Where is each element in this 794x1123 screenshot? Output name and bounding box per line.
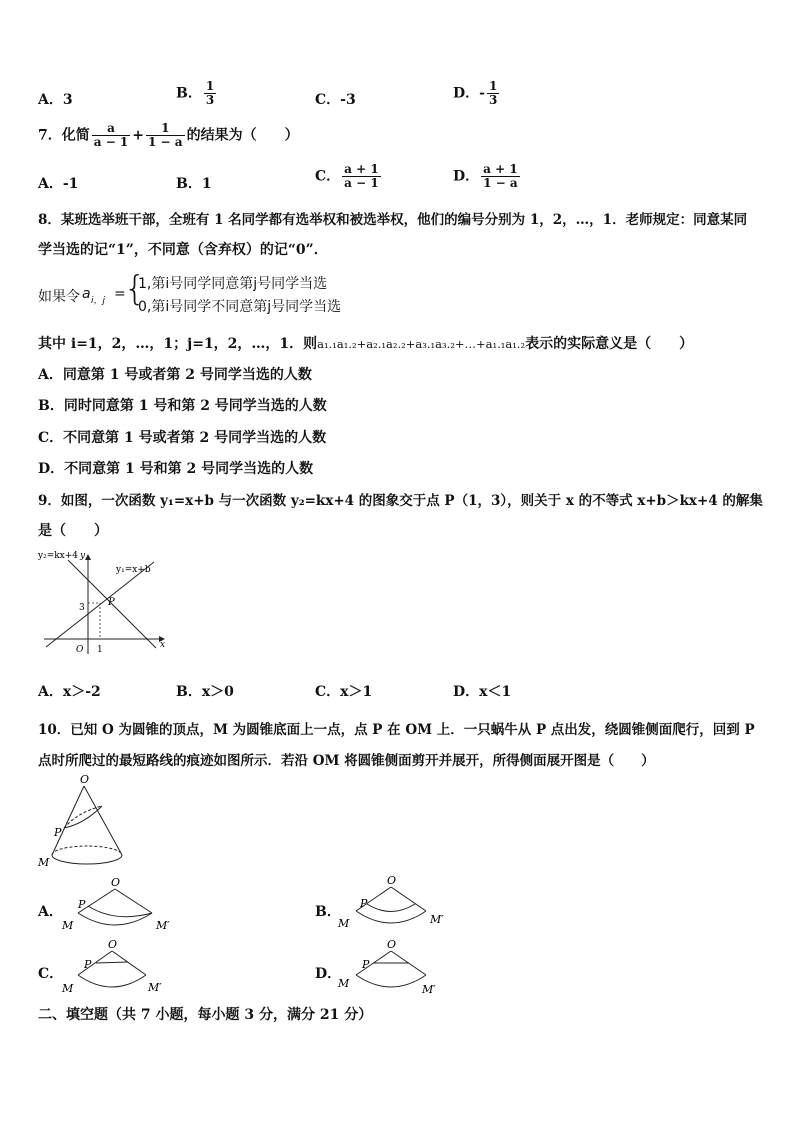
q7-option-d-label: D． <box>453 168 480 185</box>
q6-option-c: C．-3 <box>315 92 356 108</box>
label-y: y <box>80 551 86 561</box>
cone-right-edge <box>84 786 122 855</box>
label-o: O <box>76 645 84 655</box>
q10-option-d: D． <box>315 966 342 982</box>
q8-line4-a: 其中 i=1，2，…，1；j=1，2，…，1．则 <box>38 336 318 352</box>
fan-a-right-radius <box>115 889 152 913</box>
q7-d-denominator: 1 − a <box>483 176 518 190</box>
cone-label-m: M <box>38 856 50 869</box>
q10-stem-line2: 点时所爬过的最短路线的痕迹如图所示．若沿 OM 将圆锥侧面剪开并展开，所得侧面展开图是（ ） <box>38 753 655 769</box>
q7-f1-numerator: a <box>92 122 131 136</box>
label-y2: y₂=kx+4 <box>38 551 79 561</box>
left-brace-icon: { <box>124 269 146 309</box>
q7-f2-numerator: 1 <box>146 122 185 136</box>
q7-c-numerator: a + 1 <box>344 162 379 176</box>
q8-case-1: 1,第i号同学同意第j号同学当选 <box>138 276 328 292</box>
q6-d-numerator: 1 <box>488 79 498 93</box>
fan-a-label-o: O <box>111 876 121 889</box>
q8-line4-b: 表示的实际意义是（ ） <box>525 336 694 352</box>
q7-fraction-2 <box>146 122 185 149</box>
fan-a-label-m: M <box>62 919 74 932</box>
cone-base-back <box>52 846 122 855</box>
q9-stem-line2: 是（ ） <box>38 523 108 539</box>
q10-option-a: A． <box>38 904 63 920</box>
fan-a-arc <box>78 913 152 925</box>
q10-option-c: C． <box>38 966 64 982</box>
fan-d-label-o: O <box>387 938 397 951</box>
q10-cone-figure <box>34 770 134 876</box>
q10-option-a-figure <box>60 875 180 937</box>
cone-label-p: P <box>54 826 62 839</box>
q7-option-b: B．1 <box>176 176 212 192</box>
q9-option-a: A．x＞-2 <box>38 684 101 700</box>
q6-b-denominator: 3 <box>205 93 215 107</box>
q8-def-var: a <box>82 286 91 302</box>
fan-b-label-p: P <box>360 897 368 910</box>
q6-option-b-fraction <box>204 80 216 107</box>
fan-c-arc <box>78 975 146 987</box>
q7-f1-denominator: a − 1 <box>93 135 129 149</box>
q7-fraction-1 <box>92 122 131 149</box>
q7-c-denominator: a − 1 <box>344 176 379 190</box>
fan-d-arc <box>356 975 426 987</box>
cone-base-front <box>52 855 122 864</box>
fan-c-label-m: M <box>62 982 74 995</box>
fan-c-right-radius <box>112 951 146 975</box>
fan-b-label-m: M <box>338 917 350 930</box>
q7-option-c-label: C． <box>315 168 341 185</box>
y-axis-arrow-icon <box>85 554 91 560</box>
q7-option-c <box>315 163 383 190</box>
q8-option-c: C．不同意第 1 号或者第 2 号同学当选的人数 <box>38 430 327 446</box>
label-x: x <box>160 640 166 650</box>
q8-def-eq: = <box>114 286 126 302</box>
q7-option-a: A．-1 <box>38 176 79 192</box>
fan-b-arc <box>356 911 426 923</box>
q6-option-a: A．3 <box>38 92 73 108</box>
q9-stem-line1: 9．如图，一次函数 y₁=x+b 与一次函数 y₂=kx+4 的图象交于点 P（1，3），则关于 x 的不等式 x+b＞kx+4 的解集 <box>38 493 763 509</box>
q7-option-c-fraction <box>342 163 381 190</box>
label-3: 3 <box>79 603 85 613</box>
label-y1: y₁=x+b <box>116 565 151 575</box>
q9-option-b: B．x＞0 <box>176 684 234 700</box>
fan-c-label-o: O <box>108 938 118 951</box>
fan-d-label-m: M <box>338 977 350 990</box>
q7-option-d-fraction <box>481 163 520 190</box>
q6-option-b <box>176 80 218 107</box>
q10-stem-line1: 10．已知 O 为圆锥的顶点，M 为圆锥底面上一点，点 P 在 OM 上．一只蜗牛从 P 点出发，绕圆锥侧面爬行，回到 P <box>38 722 755 738</box>
q6-b-numerator: 1 <box>205 79 215 93</box>
fan-b-path <box>367 904 415 912</box>
q7-d-numerator: a + 1 <box>483 162 518 176</box>
q9-option-c: C．x＞1 <box>315 684 373 700</box>
fan-c-label-m2: M′ <box>148 981 162 994</box>
q8-case-2: 0,第i号同学不同意第j号同学当选 <box>138 299 342 315</box>
q8-stem-line4 <box>38 333 693 353</box>
q6-d-denominator: 3 <box>488 93 498 107</box>
q8-option-b: B．同时同意第 1 号和第 2 号同学当选的人数 <box>38 398 327 414</box>
label-1: 1 <box>97 645 103 655</box>
q8-stem-line2: 学当选的记“1”，不同意（含弃权）的记“0”． <box>38 242 328 258</box>
q10-option-b: B． <box>315 904 341 920</box>
q7-stem <box>38 122 299 149</box>
q6-option-d-label: D．- <box>453 85 485 102</box>
section-2-heading: 二、填空题（共 7 小题，每小题 3 分，满分 21 分） <box>38 1007 373 1023</box>
q9-linear-functions-graph <box>36 546 172 658</box>
q6-option-b-label: B． <box>176 85 202 102</box>
q8-option-a: A．同意第 1 号或者第 2 号同学当选的人数 <box>38 367 312 383</box>
fan-d-label-m2: M′ <box>422 983 436 996</box>
fan-d-label-p: P <box>362 958 370 971</box>
q7-suffix: 的结果为（ ） <box>186 127 299 144</box>
q10-option-b-figure <box>336 873 456 935</box>
fan-c-label-p: P <box>84 958 92 971</box>
q10-option-c-figure <box>60 937 180 999</box>
q9-option-d: D．x＜1 <box>453 684 512 700</box>
q10-option-d-figure <box>336 937 456 999</box>
q8-option-d: D．不同意第 1 号和第 2 号同学当选的人数 <box>38 461 314 477</box>
fan-a-path <box>88 906 152 917</box>
fan-b-label-m2: M′ <box>430 913 444 926</box>
fan-c-path <box>96 962 128 963</box>
q8-def-sub: i，j <box>91 296 106 306</box>
q7-plus: + <box>132 127 145 144</box>
fan-b-label-o: O <box>387 874 397 887</box>
q8-stem-line1: 8．某班选举班干部，全班有 1 名同学都有选举权和被选举权，他们的编号分别为 1，2，…，1．老师规定：同意某同 <box>38 212 748 228</box>
q8-def-prefix: 如果令 <box>38 289 80 305</box>
cone-label-o: O <box>80 773 90 786</box>
q7-f2-denominator: 1 − a <box>148 135 183 149</box>
q6-option-d-fraction <box>487 80 499 107</box>
fan-a-label-m2: M′ <box>156 919 170 932</box>
q7-option-d <box>453 163 522 190</box>
q7-prefix: 7．化简 <box>38 127 90 144</box>
q6-option-d <box>453 80 501 107</box>
q8-expression: a₁.₁a₁.₂+a₂.₁a₂.₂+a₃.₁a₃.₂+…+a₁.₁a₁.₂ <box>317 337 526 351</box>
fan-a-label-p: P <box>78 898 86 911</box>
cone-left-edge <box>52 786 84 855</box>
label-p: P <box>108 597 115 608</box>
